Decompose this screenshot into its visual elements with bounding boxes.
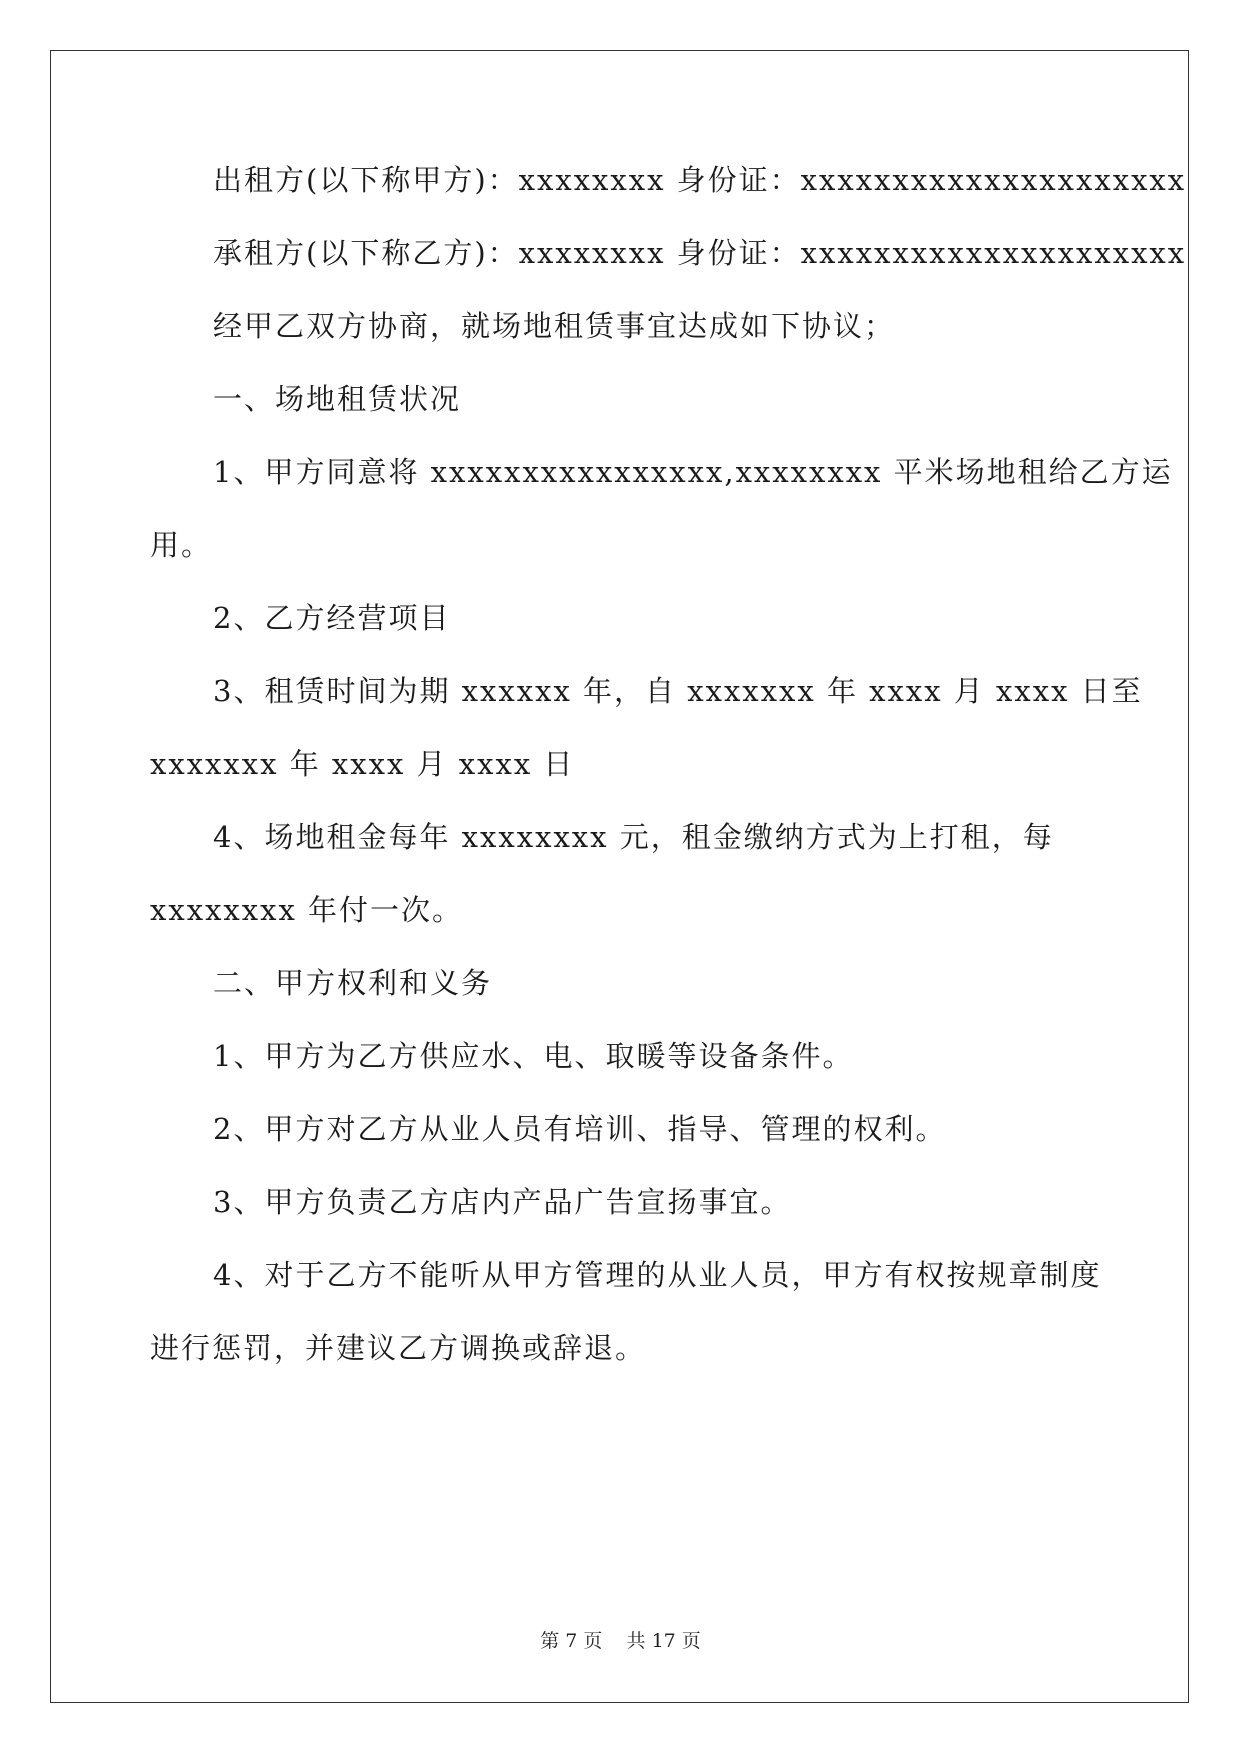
clause-2-2: 2、甲方对乙方从业人员有培训、指导、管理的权利。 (213, 1112, 947, 1146)
section-heading-2: 二、甲方权利和义务 (213, 966, 493, 1000)
page-total: 共 17 页 (626, 1630, 701, 1652)
paragraph-lessee: 承租方(以下称乙方)：xxxxxxxx 身份证：xxxxxxxxxxxxxxxxxxxxx (213, 236, 1187, 270)
clause-1-4-cont: xxxxxxxx 年付一次。 (150, 893, 464, 927)
clause-2-4: 4、对于乙方不能听从甲方管理的从业人员，甲方有权按规章制度 (213, 1258, 1102, 1292)
page-border (50, 50, 1189, 1703)
clause-1-2: 2、乙方经营项目 (213, 601, 451, 635)
section-heading-1: 一、场地租赁状况 (213, 382, 462, 416)
clause-1-3-cont: xxxxxxx 年 xxxx 月 xxxx 日 (150, 747, 575, 781)
page-number: 第 7 页 (540, 1630, 603, 1652)
clause-1-3: 3、租赁时间为期 xxxxxx 年，自 xxxxxxx 年 xxxx 月 xxxx 日至 (213, 674, 1143, 708)
clause-2-3: 3、甲方负责乙方店内产品广告宣扬事宜。 (213, 1185, 792, 1219)
clause-1-4: 4、场地租金每年 xxxxxxxx 元，租金缴纳方式为上打租，每 (213, 820, 1054, 854)
clause-2-4-cont: 进行惩罚，并建议乙方调换或辞退。 (150, 1331, 647, 1365)
clause-1-1: 1、甲方同意将 xxxxxxxxxxxxxxxx,xxxxxxxx 平米场地租给乙方运 (213, 455, 1173, 489)
paragraph-lessor: 出租方(以下称甲方)：xxxxxxxx 身份证：xxxxxxxxxxxxxxxxxxxxx (213, 163, 1187, 197)
page-footer (0, 1626, 1241, 1653)
clause-1-1-cont: 用。 (150, 528, 213, 562)
clause-2-1: 1、甲方为乙方供应水、电、取暖等设备条件。 (213, 1039, 854, 1073)
paragraph-agreement-intro: 经甲乙双方协商，就场地租赁事宜达成如下协议； (213, 309, 896, 343)
